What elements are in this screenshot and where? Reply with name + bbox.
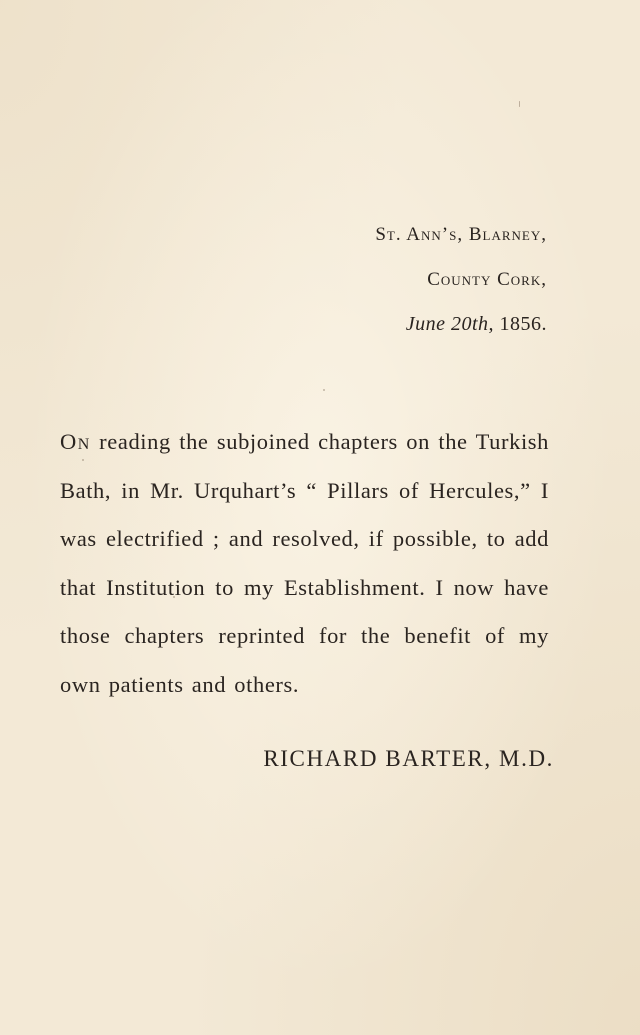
body-paragraph xyxy=(60,418,549,709)
date-month-day: June 20th, xyxy=(405,313,494,335)
date-year: 1856. xyxy=(499,313,547,335)
address-line-county: County Cork, xyxy=(427,269,547,290)
paper-speck xyxy=(173,596,175,598)
signature: RICHARD BARTER, M.D. xyxy=(263,746,554,771)
address-date xyxy=(60,313,547,336)
address-line-street: St. Ann’s, Blarney, xyxy=(375,224,547,245)
body-first-word: On xyxy=(60,429,91,454)
body-text: reading the subjoined chapters on the Turkish Bath, in Mr. Urquhart’s “ Pillars of Hercules,” I was electrified ; and resolved, if possible, to add that Institution to my Establishment. I now have those chapters reprinted for the benefit of my own patients and others. xyxy=(60,429,549,697)
paper-speck xyxy=(82,459,84,461)
paper-speck xyxy=(323,389,325,391)
paper-speck xyxy=(519,101,520,107)
